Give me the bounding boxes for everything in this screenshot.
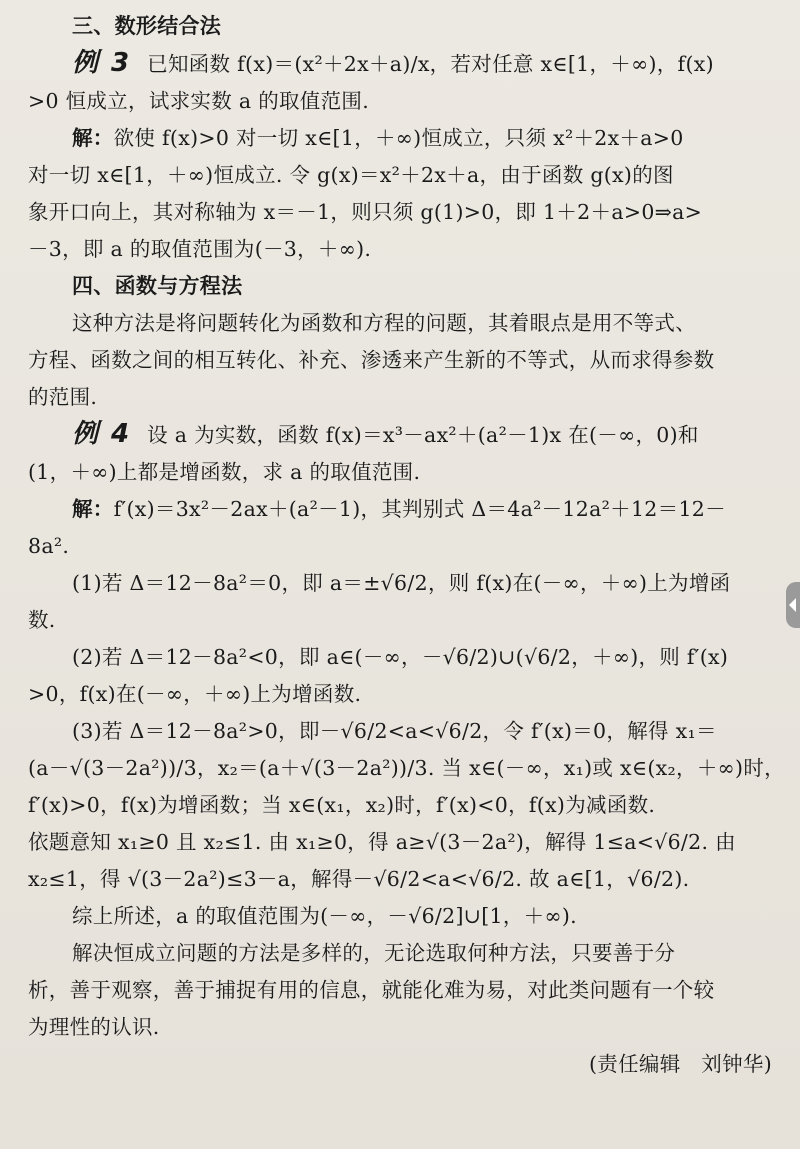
conclusion-line-1: 解决恒成立问题的方法是多样的，无论选取何种方法，只要善于分 xyxy=(72,941,676,965)
example-4-label: 例 4 xyxy=(72,419,132,449)
example-4-line-2: (1，＋∞)上都是增函数，求 a 的取值范围. xyxy=(28,460,421,484)
example-4-solution-label: 解： xyxy=(72,497,114,521)
conclusion-line-3: 为理性的认识. xyxy=(28,1015,160,1039)
example-3-solution-line-2: 对一切 x∈[1，＋∞)恒成立. 令 g(x)＝x²＋2x＋a，由于函数 g(x)的图 xyxy=(28,163,674,187)
case-3-line-5: x₂≤1，得 √(3－2a²)≤3－a，解得－√6/2<a<√6/2. 故 a∈[1，√6/2). xyxy=(28,867,690,891)
editor-credit: (责任编辑 刘钟华) xyxy=(589,1052,772,1076)
case-1-line-2: 数. xyxy=(28,608,56,632)
example-4-solution-line-2: 8a². xyxy=(28,534,70,558)
example-3-solution-label: 解： xyxy=(72,126,114,150)
case-2-line-2: >0，f(x)在(－∞，＋∞)上为增函数. xyxy=(28,682,362,706)
section-4-para-line-2: 方程、函数之间的相互转化、补充、渗透来产生新的不等式，从而求得参数 xyxy=(28,348,715,372)
example-3-solution-line-4: －3，即 a 的取值范围为(－3，＋∞). xyxy=(28,237,372,261)
example-3-label: 例 3 xyxy=(72,48,132,78)
page-edge-tab-icon[interactable] xyxy=(786,582,800,628)
example-3-line-2: >0 恒成立，试求实数 a 的取值范围. xyxy=(28,89,370,113)
example-3-solution-text-1: 欲使 f(x)>0 对一切 x∈[1，＋∞)恒成立，只须 x²＋2x＋a>0 xyxy=(113,126,684,150)
section-3-title: 三、数形结合法 xyxy=(72,14,222,38)
example-3-solution-line-1 xyxy=(28,120,780,157)
document-body xyxy=(28,8,785,1083)
example-3-line-1 xyxy=(28,45,780,83)
example-3-text-1: 已知函数 f(x)＝(x²＋2x＋a)/x，若对任意 x∈[1，＋∞)，f(x) xyxy=(147,52,714,76)
example-3-solution-line-3: 象开口向上，其对称轴为 x＝－1，则只须 g(1)>0，即 1＋2＋a>0⇒a> xyxy=(28,200,703,224)
case-1-line-1: (1)若 Δ＝12－8a²＝0，即 a＝±√6/2，则 f(x)在(－∞，＋∞)上为增函 xyxy=(72,571,731,595)
example-4-solution-text-1: f′(x)＝3x²－2ax＋(a²－1)，其判别式 Δ＝4a²－12a²＋12＝12－ xyxy=(113,497,726,521)
section-4-para-line-3: 的范围. xyxy=(28,385,98,409)
example-4-text-1: 设 a 为实数，函数 f(x)＝x³－ax²＋(a²－1)x 在(－∞，0)和 xyxy=(147,423,699,447)
example-4-summary: 综上所述，a 的取值范围为(－∞，－√6/2]∪[1，＋∞). xyxy=(72,904,577,928)
case-3-line-3: f′(x)>0，f(x)为增函数；当 x∈(x₁，x₂)时，f′(x)<0，f(x)为减函数. xyxy=(28,793,656,817)
conclusion-line-2: 析，善于观察，善于捕捉有用的信息，就能化难为易，对此类问题有一个较 xyxy=(28,978,715,1002)
section-4-title: 四、函数与方程法 xyxy=(72,274,243,298)
case-2-line-1: (2)若 Δ＝12－8a²<0，即 a∈(－∞，－√6/2)∪(√6/2，＋∞)，则 f′(x) xyxy=(72,645,729,669)
example-4-line-1 xyxy=(28,416,780,454)
case-3-line-2: (a－√(3－2a²))/3，x₂＝(a＋√(3－2a²))/3. 当 x∈(－∞，x₁)或 x∈(x₂，＋∞)时， xyxy=(28,756,785,780)
section-4-para-line-1: 这种方法是将问题转化为函数和方程的问题，其着眼点是用不等式、 xyxy=(72,311,696,335)
case-3-line-4: 依题意知 x₁≥0 且 x₂≤1. 由 x₁≥0，得 a≥√(3－2a²)，解得 1≤a<√6/2. 由 xyxy=(28,830,736,854)
example-4-solution-line-1 xyxy=(28,491,780,528)
case-3-line-1: (3)若 Δ＝12－8a²>0，即－√6/2<a<√6/2，令 f′(x)＝0，解得 x₁＝ xyxy=(72,719,717,743)
